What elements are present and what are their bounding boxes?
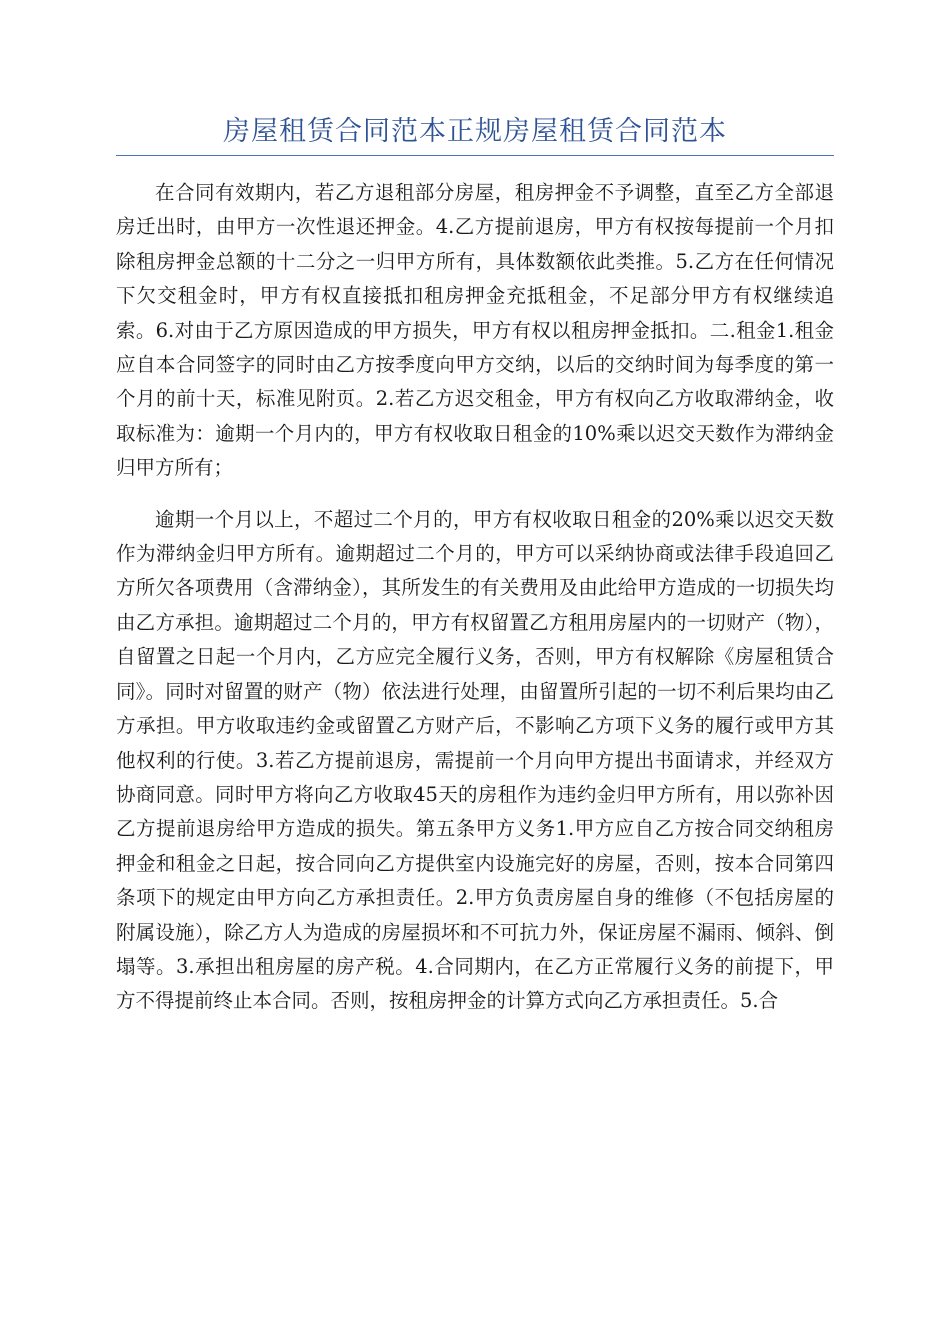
document-body bbox=[116, 176, 834, 1019]
paragraph-1: 在合同有效期内，若乙方退租部分房屋，租房押金不予调整，直至乙方全部退房迁出时，由甲方一次性退还押金。4.乙方提前退房，甲方有权按每提前一个月扣除租房押金总额的十二分之一归甲方所有，具体数额依此类推。5.乙方在任何情况下欠交租金时，甲方有权直接抵扣租房押金充抵租金，不足部分甲方有权继续追索。6.对由于乙方原因造成的甲方损失，甲方有权以租房押金抵扣。二.租金1.租金应自本合同签字的同时由乙方按季度向甲方交纳，以后的交纳时间为每季度的第一个月的前十天，标准见附页。2.若乙方迟交租金，甲方有权向乙方收取滞纳金，收取标准为：逾期一个月内的，甲方有权收取日租金的10%乘以迟交天数作为滞纳金归甲方所有； bbox=[116, 181, 834, 480]
title-underline bbox=[116, 155, 834, 156]
paragraph-2: 逾期一个月以上，不超过二个月的，甲方有权收取日租金的20%乘以迟交天数作为滞纳金归甲方所有。逾期超过二个月的，甲方可以采纳协商或法律手段追回乙方所欠各项费用（含滞纳金），其所发生的有关费用及由此给甲方造成的一切损失均由乙方承担。逾期超过二个月的，甲方有权留置乙方租用房屋内的一切财产（物），自留置之日起一个月内，乙方应完全履行义务，否则，甲方有权解除《房屋租赁合同》。同时对留置的财产（物）依法进行处理，由留置所引起的一切不利后果均由乙方承担。甲方收取违约金或留置乙方财产后，不影响乙方项下义务的履行或甲方其他权利的行使。3.若乙方提前退房，需提前一个月向甲方提出书面请求，并经双方协商同意。同时甲方将向乙方收取45天的房租作为违约金归甲方所有，用以弥补因乙方提前退房给甲方造成的损失。第五条甲方义务1.甲方应自乙方按合同交纳租房押金和租金之日起，按合同向乙方提供室内设施完好的房屋，否则，按本合同第四条项下的规定由甲方向乙方承担责任。2.甲方负责房屋自身的维修（不包括房屋的附属设施），除乙方人为造成的房屋损坏和不可抗力外，保证房屋不漏雨、倾斜、倒塌等。3.承担出租房屋的房产税。4.合同期内，在乙方正常履行义务的前提下，甲方不得提前终止本合同。否则，按租房押金的计算方式向乙方承担责任。5.合 bbox=[116, 507, 834, 1013]
document-title: 房屋租赁合同范本正规房屋租赁合同范本 bbox=[223, 116, 727, 147]
